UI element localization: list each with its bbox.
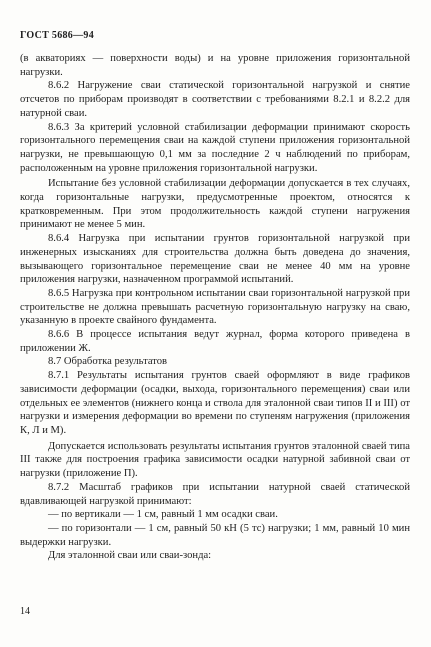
paragraph-allowed-use: Допускается использовать результаты испытания грунтов эталонной сваей типа III также для построения графика зависимости осадки натурной забивной сваи от нагрузки (приложение П). xyxy=(20,440,410,480)
body-text xyxy=(20,52,410,563)
list-item-horizontal-scale: — по горизонтали — 1 см, равный 50 кН (5 тс) нагрузки; 1 мм, равный 10 мин выдержки нагрузки. xyxy=(20,522,410,548)
paragraph-8-7-2: 8.7.2 Масштаб графиков при испытании натурной сваей статической вдавливающей нагрузкой принимают: xyxy=(20,481,410,507)
paragraph-continuation: (в акваториях — поверхности воды) и на уровне приложения горизонтальной нагрузки. xyxy=(20,53,410,78)
paragraph-8-6-3: 8.6.3 За критерий условной стабилизации деформации принимают скорость горизонтального перемещения сваи на каждой ступени приложения горизонтальной нагрузки, не превышающую 0,1 мм за последние 2 ч наблюдений по приборам, расположенным на уровне приложения горизонтальной нагрузки. xyxy=(20,121,410,174)
paragraph-8-6-5: 8.6.5 Нагрузка при контрольном испытании сваи горизонтальной нагрузкой при строительстве не должна превышать расчетную горизонтальную нагрузку на сваю, указанную в проекте свайного фундамента. xyxy=(20,287,410,327)
section-heading-8-7: 8.7 Обработка результатов xyxy=(48,356,168,368)
paragraph-8-6-4: 8.6.4 Нагрузка при испытании грунтов горизонтальной нагрузкой при инженерных изысканиях для строительства должна быть доведена до значения, вызывающего горизонтальное перемещение сваи не менее 40 мм на уровне приложения нагрузки, назначенном программой испытаний. xyxy=(20,233,410,286)
paragraph-stabilization-note: Испытание без условной стабилизации деформации допускается в тех случаях, когда горизонтальные нагрузки, предусмотренные проектом, относятся к кратковременным. При этом продолжительность каждой ступени нагружения принимают не менее 5 мин. xyxy=(20,178,410,231)
paragraph-8-6-2: 8.6.2 Нагружение сваи статической горизонтальной нагрузкой и снятие отсчетов по приборам производят в соответствии с требованиями 8.2.1 и 8.2.2 для натурной сваи. xyxy=(20,80,410,119)
page-number: 14 xyxy=(20,606,30,617)
paragraph-reference-pile: Для эталонной сваи или сваи-зонда: xyxy=(48,550,212,562)
list-item-vertical-scale: — по вертикали — 1 см, равный 1 мм осадки сваи. xyxy=(48,509,278,521)
standard-header: ГОСТ 5686—94 xyxy=(20,30,95,41)
paragraph-8-6-6: 8.6.6 В процессе испытания ведут журнал, форма которого приведена в приложении Ж. xyxy=(20,329,410,354)
paragraph-8-7-1: 8.7.1 Результаты испытания грунтов сваей оформляют в виде графиков зависимости деформации (осадки, выхода, горизонтального перемещения) сваи или отдельных ее элементов (нижнего конца и ствола для эталонной сваи типов II и III) от нагрузки и измерения деформации во времени по ступеням нагружения (приложения К, Л и М). xyxy=(20,370,410,436)
